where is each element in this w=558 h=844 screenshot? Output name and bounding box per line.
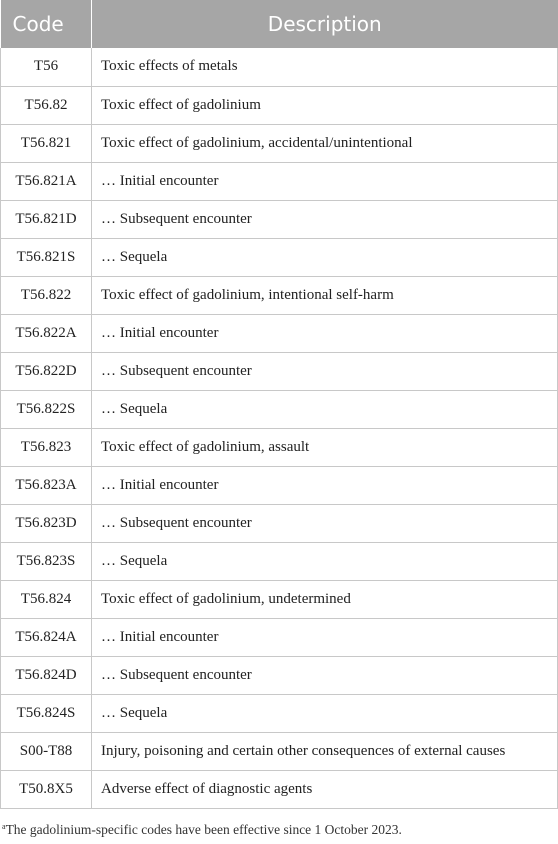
description-cell: … Sequela xyxy=(92,542,558,580)
description-cell: … Sequela xyxy=(92,390,558,428)
description-cell: Toxic effect of gadolinium, accidental/unintentional xyxy=(92,124,558,162)
code-cell: T56.824S xyxy=(1,694,92,732)
table-row xyxy=(1,124,558,162)
description-cell: Injury, poisoning and certain other consequences of external causes xyxy=(92,732,558,770)
description-cell: … Subsequent encounter xyxy=(92,200,558,238)
table-row xyxy=(1,466,558,504)
table-row xyxy=(1,390,558,428)
description-cell: Adverse effect of diagnostic agents xyxy=(92,770,558,808)
table-row xyxy=(1,694,558,732)
code-cell: T56.823 xyxy=(1,428,92,466)
description-cell: Toxic effect of gadolinium, undetermined xyxy=(92,580,558,618)
table-row xyxy=(1,276,558,314)
code-cell: T56.823A xyxy=(1,466,92,504)
description-cell: Toxic effect of gadolinium xyxy=(92,86,558,124)
table-row xyxy=(1,618,558,656)
code-cell: T56 xyxy=(1,48,92,86)
code-cell: T56.822 xyxy=(1,276,92,314)
description-cell: … Initial encounter xyxy=(92,466,558,504)
table-row xyxy=(1,162,558,200)
code-cell: T56.821S xyxy=(1,238,92,276)
description-cell: Toxic effect of gadolinium, assault xyxy=(92,428,558,466)
code-cell: T56.824D xyxy=(1,656,92,694)
description-cell: … Sequela xyxy=(92,694,558,732)
description-cell: … Sequela xyxy=(92,238,558,276)
description-cell: … Subsequent encounter xyxy=(92,656,558,694)
table-body xyxy=(1,48,558,808)
code-column-header: Code xyxy=(1,0,92,48)
description-cell: … Subsequent encounter xyxy=(92,352,558,390)
table-row xyxy=(1,200,558,238)
footnote xyxy=(2,822,556,838)
description-cell: … Initial encounter xyxy=(92,618,558,656)
code-cell: T56.821D xyxy=(1,200,92,238)
table-row xyxy=(1,732,558,770)
description-cell: … Initial encounter xyxy=(92,162,558,200)
table-row xyxy=(1,542,558,580)
code-cell: T56.822D xyxy=(1,352,92,390)
code-cell: T56.821A xyxy=(1,162,92,200)
table-row xyxy=(1,428,558,466)
table-row xyxy=(1,48,558,86)
table-row xyxy=(1,504,558,542)
table-row xyxy=(1,352,558,390)
description-cell: … Initial encounter xyxy=(92,314,558,352)
table-row xyxy=(1,314,558,352)
code-cell: T50.8X5 xyxy=(1,770,92,808)
footnote-text: The gadolinium-specific codes have been effective since 1 October 2023. xyxy=(5,822,402,837)
code-cell: T56.821 xyxy=(1,124,92,162)
description-cell: Toxic effects of metals xyxy=(92,48,558,86)
table-row xyxy=(1,580,558,618)
description-cell: Toxic effect of gadolinium, intentional self-harm xyxy=(92,276,558,314)
code-cell: S00-T88 xyxy=(1,732,92,770)
code-cell: T56.823S xyxy=(1,542,92,580)
code-cell: T56.822S xyxy=(1,390,92,428)
table-row xyxy=(1,238,558,276)
code-cell: T56.824 xyxy=(1,580,92,618)
table-header-row xyxy=(1,0,558,48)
code-cell: T56.82 xyxy=(1,86,92,124)
code-cell: T56.822A xyxy=(1,314,92,352)
table-row xyxy=(1,86,558,124)
footnote-marker: a xyxy=(2,822,6,831)
code-cell: T56.823D xyxy=(1,504,92,542)
code-cell: T56.824A xyxy=(1,618,92,656)
table-row xyxy=(1,656,558,694)
table-row xyxy=(1,770,558,808)
description-cell: … Subsequent encounter xyxy=(92,504,558,542)
description-column-header: Description xyxy=(92,0,558,48)
